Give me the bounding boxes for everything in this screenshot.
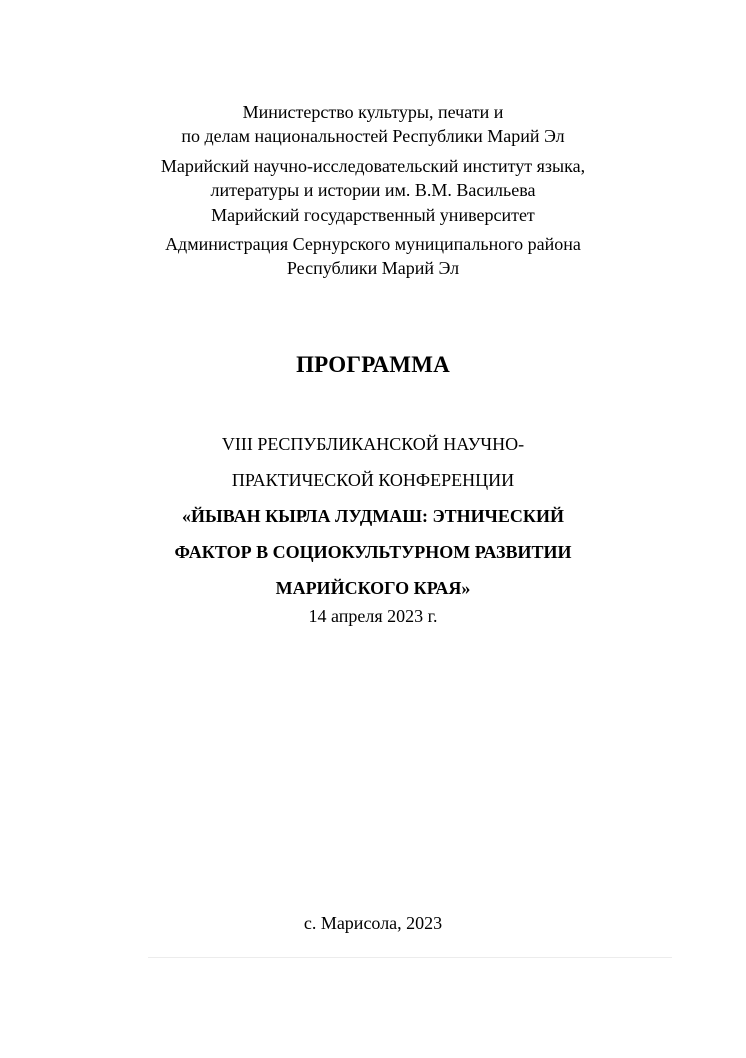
conference-name-line-2: ФАКТОР В СОЦИОКУЛЬТУРНОМ РАЗВИТИИ bbox=[174, 542, 572, 562]
institute-line-2: литературы и истории им. В.М. Васильева bbox=[210, 180, 536, 200]
conference-name-line-3: МАРИЙСКОГО КРАЯ» bbox=[275, 578, 471, 598]
conference-name-line-1: «ЙЫВАН КЫРЛА ЛУДМАШ: ЭТНИЧЕСКИЙ bbox=[182, 506, 564, 526]
footer-divider bbox=[148, 957, 672, 958]
university-line-1: Марийский государственный университет bbox=[211, 205, 535, 225]
institute-organization bbox=[0, 155, 746, 201]
administration-organization bbox=[0, 233, 746, 279]
place-year: с. Марисола, 2023 bbox=[303, 913, 443, 933]
conference-block bbox=[0, 426, 746, 630]
conference-line-1: VIII РЕСПУБЛИКАНСКОЙ НАУЧНО- bbox=[221, 434, 525, 454]
administration-line-1: Администрация Сернурского муниципального района bbox=[165, 234, 581, 254]
ministry-line-2: по делам национальностей Республики Марий Эл bbox=[181, 126, 565, 146]
university-organization bbox=[0, 204, 746, 226]
document-title: ПРОГРАММА bbox=[296, 352, 450, 377]
conference-date: 14 апреля 2023 г. bbox=[308, 606, 438, 626]
administration-line-2: Республики Марий Эл bbox=[286, 258, 460, 278]
institute-line-1: Марийский научно-исследовательский институт языка, bbox=[160, 156, 586, 176]
ministry-organization bbox=[0, 101, 746, 147]
ministry-line-1: Министерство культуры, печати и bbox=[242, 102, 504, 122]
conference-line-2: ПРАКТИЧЕСКОЙ КОНФЕРЕНЦИИ bbox=[231, 470, 515, 490]
